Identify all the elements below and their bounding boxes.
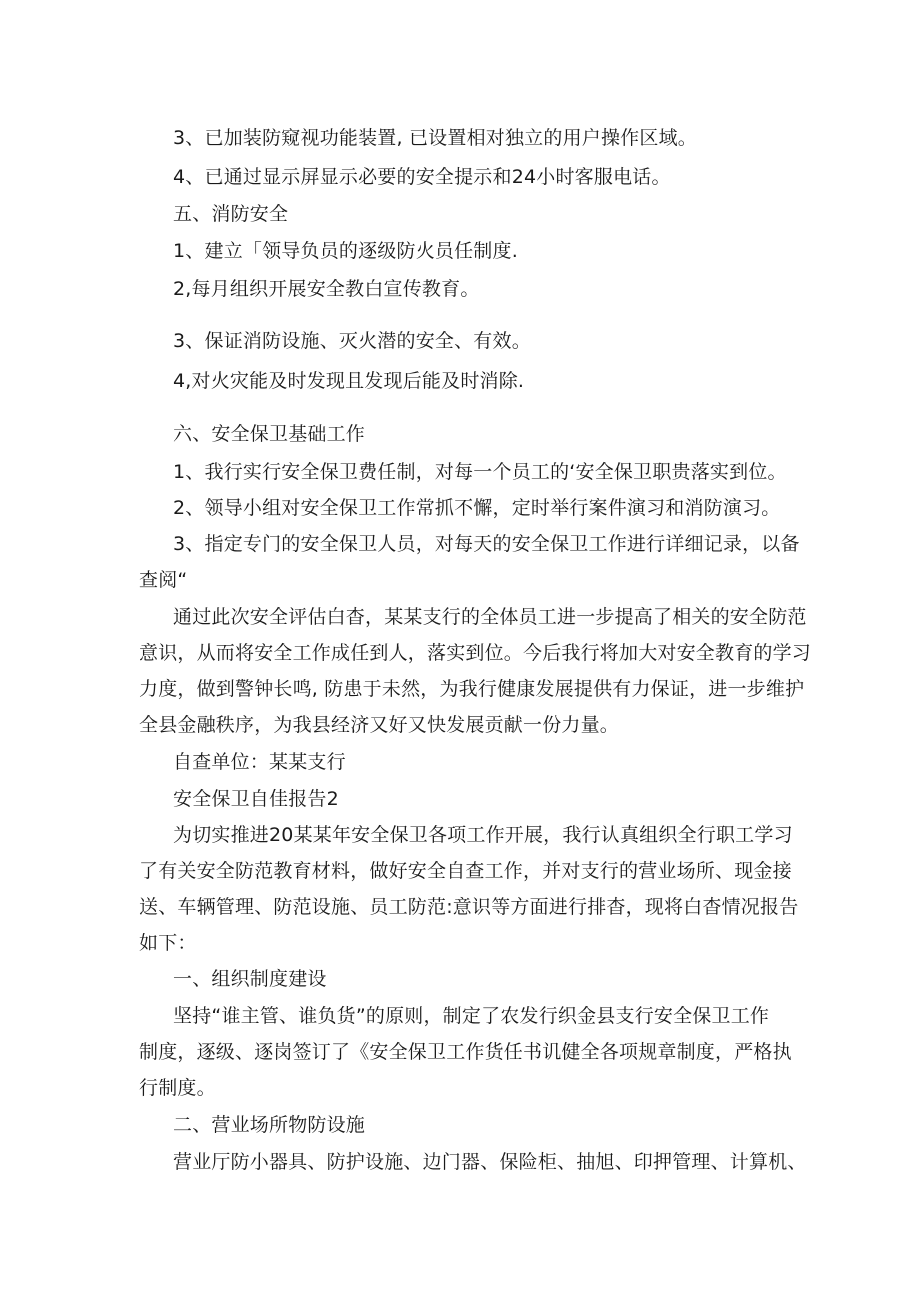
list-item-3-fire-facilities: 3、保证消防设施、灭火潜的安全、有效。: [173, 330, 531, 352]
list-item-1-responsibility-system: 1、我行实行安全保卫费任制，对每一个员工的‘安全保卫职贵落实到位。: [173, 461, 787, 483]
list-item-4-display-notice: 4、已通过显示屏显示必要的安全提示和24小时客服电话。: [173, 166, 671, 188]
conclusion-paragraph-line-3: 力度，做到警钟长鸣, 防患于未然，为我行健康发展提供有力保证，进一步维护: [139, 678, 805, 700]
organization-paragraph-line-2: 制度，逐级、逐岗签订了《安全保卫工作货任书讥健全各项规章制度，严格执: [139, 1041, 792, 1063]
intro-paragraph-line-1: 为切实推进20某某年安全保卫各项工作开展，我行认真组织全行职工学习: [173, 824, 793, 846]
physical-defense-paragraph-line-1: 营业厅防小器具、防护设施、边门器、保险柜、抽旭、印押管理、计算机、: [173, 1151, 807, 1173]
section-heading-basic-work: 六、安全保卫基础工作: [173, 423, 366, 445]
intro-paragraph-line-3: 送、车辆管理、防范设施、员工防范:意识等方面进行排杳，现将白杳情况报告: [139, 896, 799, 918]
list-item-2-drills: 2、领导小组对安全保卫工作常抓不懈，定时举行案件演习和消防演习。: [173, 497, 781, 519]
list-item-4-fire-detection: 4,对火灾能及时发现且发现后能及时消除.: [173, 370, 525, 392]
conclusion-paragraph-line-2: 意识，从而将安全工作成任到人，落实到位。今后我行将加大对安全教育的学习: [139, 642, 812, 664]
intro-paragraph-line-2: 了有关安全防范教育材料，做好安全自查工作，并对支行的营业场所、现金接: [139, 860, 792, 882]
list-item-1-fire-responsibility: 1、建立「领导负员的逐级防火员任制度.: [173, 240, 518, 262]
organization-paragraph-line-3: 行制度。: [139, 1077, 216, 1099]
list-item-3-privacy-device: 3、已加装防窥视功能装置, 已设置相对独立的用户操作区域。: [173, 127, 697, 149]
section-heading-organization: 一、组织制度建设: [173, 968, 327, 990]
conclusion-paragraph-line-1: 通过此次安全评估白杳，某某支行的全体员工进一步提高了相关的安全防范: [173, 606, 807, 628]
conclusion-paragraph-line-4: 全县金融秩序，为我县经济又好又快发展贡献一份力量。: [139, 714, 620, 736]
report-title-2: 安全保卫自佳报告2: [173, 788, 339, 810]
list-item-3-continuation: 查阅“: [139, 569, 188, 591]
list-item-3-designated-staff: 3、指定专门的安全保卫人员，对每天的安全保卫工作进行详细记录，以备: [173, 533, 800, 555]
list-item-2-monthly-education: 2,每月组织开展安全教白宣传教育。: [173, 278, 480, 300]
intro-paragraph-line-4: 如下：: [139, 932, 197, 954]
section-heading-physical-defense: 二、营业场所物防设施: [173, 1114, 366, 1136]
inspecting-unit: 自查单位：某某支行: [173, 751, 346, 773]
section-heading-fire-safety: 五、消防安全: [173, 203, 289, 225]
organization-paragraph-line-1: 坚持“谁主管、谁负货”的原则，制定了农发行织金县支行安全保卫工作: [173, 1005, 770, 1027]
